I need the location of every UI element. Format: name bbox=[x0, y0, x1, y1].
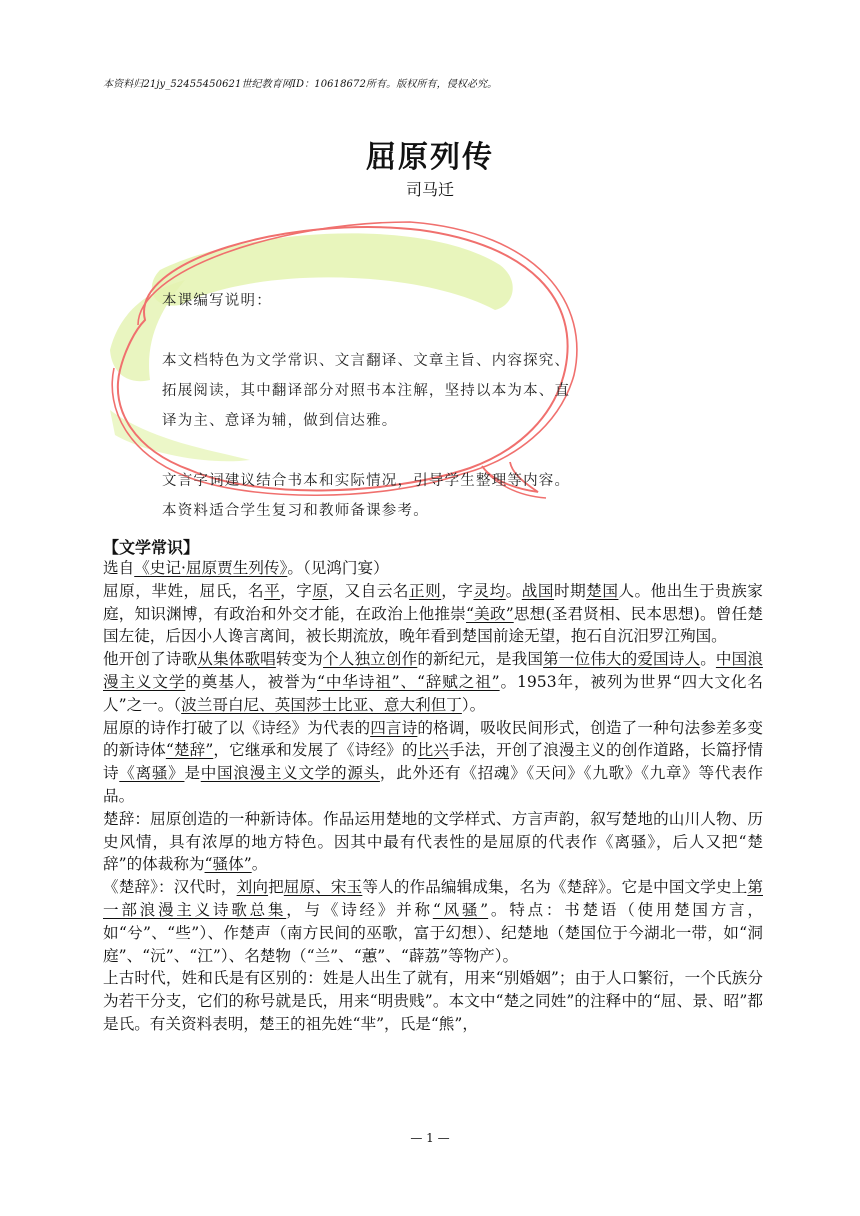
paragraph-surname-clan: 上古时代，姓和氏是有区别的：姓是人出生了就有，用来“别婚姻”；由于人口繁衍，一个氏族分为若干分支，它们的称号就是氏，用来“明贵贱”。本文中“楚之同姓”的注释中的“屈、景、昭”都是氏。有关资料表明，楚王的祖先姓“芈”，氏是“熊”， bbox=[103, 969, 763, 1033]
section-heading: 【文学常识】 bbox=[103, 538, 200, 557]
paragraph-poetry: 屈原的诗作打破了以《诗经》为代表的四言诗的格调，吸收民间形式，创造了一种句法参差多变的新诗体“楚辞”，它继承和发展了《诗经》的比兴手法，开创了浪漫主义的创作道路，长篇抒情诗《离骚》是中国浪漫主义文学的源头，此外还有《招魂》《天问》《九歌》《九章》等代表作品。 bbox=[103, 718, 763, 805]
author-name: 司马迁 bbox=[405, 180, 454, 199]
course-description bbox=[162, 286, 582, 526]
paragraph-achievements: 他开创了诗歌从集体歌唱转变为个人独立创作的新纪元，是我国第一位伟大的爱国诗人。中国浪漫主义文学的奠基人，被誉为“中华诗祖”、“辞赋之祖”。1953年，被列为世界“四大文化名人”之一。（波兰哥白尼、英国莎士比亚、意大利但丁）。 bbox=[103, 650, 763, 714]
literary-knowledge-body bbox=[103, 557, 763, 1036]
page-number: — 1 — bbox=[410, 1131, 450, 1145]
copyright-header: 本资料归21jy_52455450621世纪教育网ID：10618672所有。版权所有，侵权必究。 bbox=[103, 79, 498, 90]
paragraph-chuci-definition: 楚辞：屈原创造的一种新诗体。作品运用楚地的文学样式、方言声韵，叙写楚地的山川人物、历史风情，具有浓厚的地方特色。因其中最有代表性的是屈原的代表作《离骚》，后人又把“楚辞”的体裁称为“骚体”。 bbox=[103, 809, 763, 874]
course-description-heading: 本课编写说明： bbox=[162, 293, 272, 309]
paragraph-chuci-collection: 《楚辞》：汉代时，刘向把屈原、宋玉等人的作品编辑成集，名为《楚辞》。它是中国文学史上第一部浪漫主义诗歌总集，与《诗经》并称“风骚”。特点：书楚语（使用楚国方言，如“兮”、“些”）、作楚声（南方民间的巫歌，富于幻想）、纪楚地（楚国位于今湖北一带，如“洞庭”、“沅”、“江”）、名楚物（“兰”、“蕙”、“薜荔”等物产）。 bbox=[103, 878, 763, 965]
paragraph-biography: 屈原，芈姓，屈氏，名平，字原，又自云名正则，字灵均。战国时期楚国人。他出生于贵族家庭，知识渊博，有政治和外交才能，在政治上他推崇“美政”思想(圣君贤相、民本思想)。曾任楚国左徒，后因小人谗言离间，被长期流放，晚年看到楚国前途无望，抱石自沉汨罗江殉国。 bbox=[103, 581, 763, 646]
paragraph-source: 选自《史记·屈原贾生列传》。（见鸿门宴） bbox=[103, 559, 389, 577]
course-description-para1: 本文档特色为文学常识、文言翻译、文章主旨、内容探究、拓展阅读，其中翻译部分对照书本注解，坚持以本为本、直译为主、意译为辅，做到信达雅。 bbox=[162, 353, 571, 429]
course-description-para2: 文言字词建议结合书本和实际情况，引导学生整理等内容。本资料适合学生复习和教师备课参考。 bbox=[162, 473, 571, 519]
page-title: 屈原列传 bbox=[366, 140, 494, 175]
